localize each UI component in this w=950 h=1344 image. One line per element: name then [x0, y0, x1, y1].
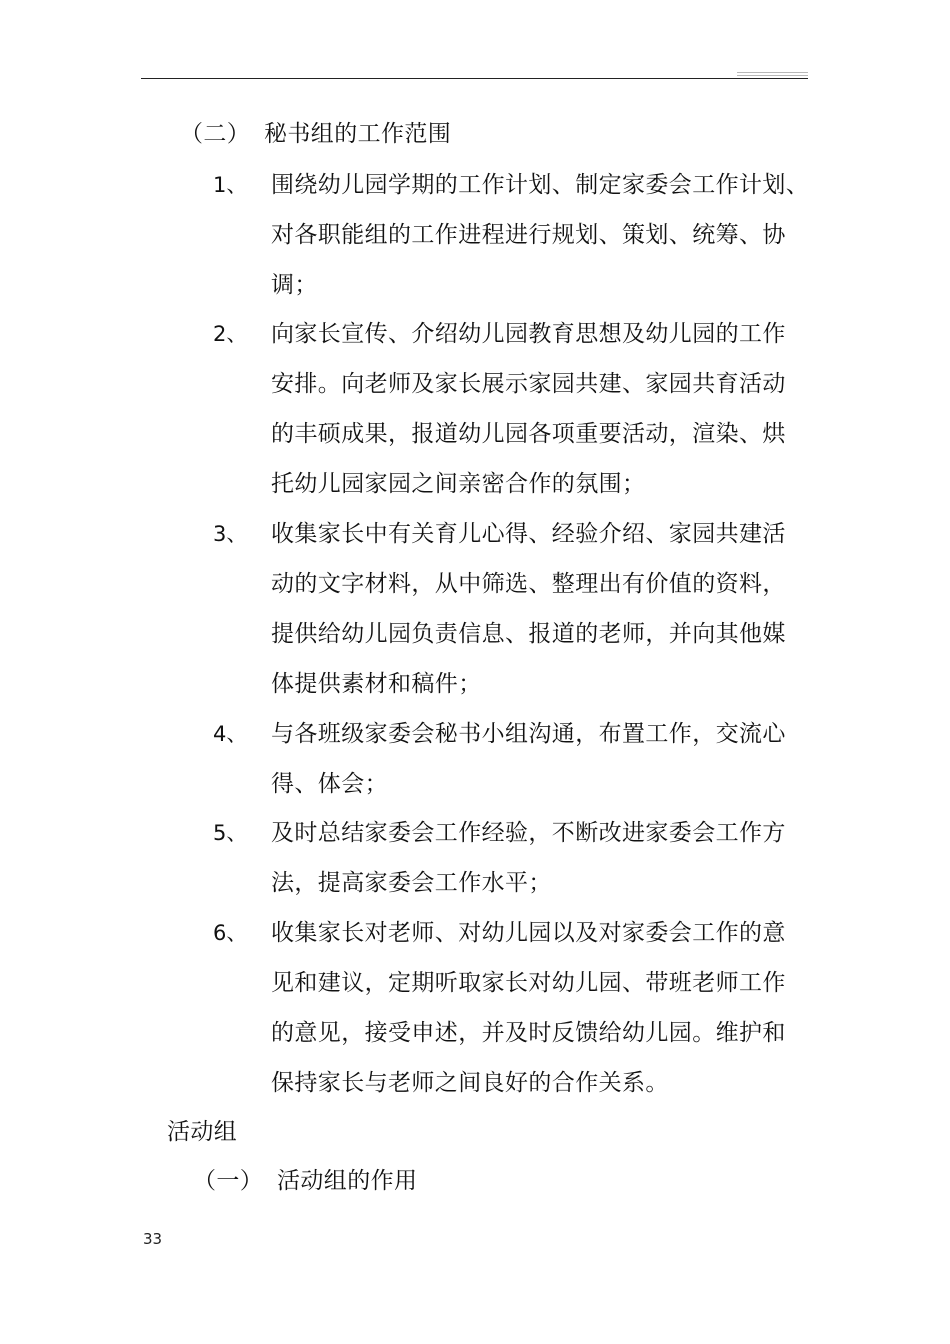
item-text-line: 收集家长对老师、对幼儿园以及对家委会工作的意	[271, 920, 786, 946]
item-text-line: 安排。向老师及家长展示家园共建、家园共育活动	[271, 371, 786, 397]
header-mark-bottom	[737, 75, 808, 76]
group-heading: 活动组	[167, 1119, 238, 1145]
item-text-line: 保持家长与老师之间良好的合作关系。	[271, 1070, 669, 1096]
item-text-line: 提供给幼儿园负责信息、报道的老师，并向其他媒	[271, 621, 786, 647]
item-number: 5、	[213, 821, 248, 845]
item-number: 1、	[213, 173, 248, 197]
item-text-line: 得、体会；	[271, 771, 388, 797]
item-text-line: 的丰硕成果，报道幼儿园各项重要活动，渲染、烘	[271, 421, 786, 447]
item-text-line: 收集家长中有关育儿心得、经验介绍、家园共建活	[271, 521, 786, 547]
item-text-line: 调；	[271, 272, 318, 298]
item-number: 6、	[213, 921, 248, 945]
header-mark-top	[737, 72, 808, 73]
item-text-line: 法，提高家委会工作水平；	[271, 870, 552, 896]
section-heading-marker: （二）	[180, 121, 251, 147]
item-text-line: 体提供素材和稿件；	[271, 671, 482, 697]
subsection-heading-title: 活动组的作用	[277, 1168, 418, 1194]
subsection-heading-marker: （一）	[193, 1168, 264, 1194]
item-text-line: 对各职能组的工作进程进行规划、策划、统筹、协	[271, 222, 786, 248]
item-text-line: 及时总结家委会工作经验，不断改进家委会工作方	[271, 820, 786, 846]
item-text-line: 见和建议，定期听取家长对幼儿园、带班老师工作	[271, 970, 786, 996]
page-number: 33	[143, 1230, 163, 1248]
item-text-line: 的意见，接受申述，并及时反馈给幼儿园。维护和	[271, 1020, 786, 1046]
item-number: 3、	[213, 522, 248, 546]
item-number: 4、	[213, 722, 248, 746]
item-text-line: 围绕幼儿园学期的工作计划、制定家委会工作计划、	[271, 172, 810, 198]
header-rule	[141, 78, 808, 79]
item-text-line: 与各班级家委会秘书小组沟通，布置工作，交流心	[271, 721, 786, 747]
item-text-line: 向家长宣传、介绍幼儿园教育思想及幼儿园的工作	[271, 321, 786, 347]
section-heading-title: 秘书组的工作范围	[264, 121, 452, 147]
item-text-line: 托幼儿园家园之间亲密合作的氛围；	[271, 471, 646, 497]
item-number: 2、	[213, 322, 248, 346]
item-text-line: 动的文字材料，从中筛选、整理出有价值的资料，	[271, 571, 786, 597]
